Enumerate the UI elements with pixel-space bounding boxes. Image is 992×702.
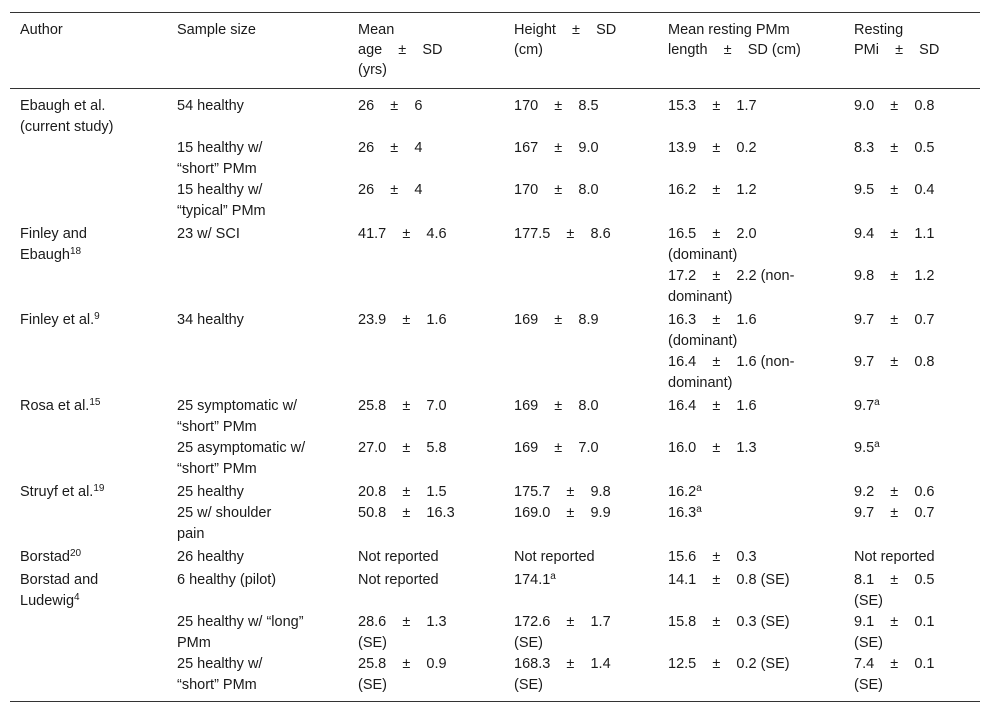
height-cell — [504, 612, 658, 654]
age-cell-text: 28.6 ± 1.3 (SE) — [358, 614, 447, 651]
pmm-length-cell — [658, 266, 844, 308]
age-cell-text: 25.8 ± 7.0 — [358, 398, 447, 414]
sample-cell-text: 23 w/ SCI — [177, 226, 240, 242]
pmm-length-cell-text: 16.2 ± 1.2 — [668, 182, 757, 198]
pmm-length-cell — [658, 612, 844, 654]
author-cell — [10, 89, 167, 139]
table-body — [10, 89, 980, 702]
pmm-length-cell — [658, 308, 844, 352]
height-cell — [504, 266, 658, 308]
sample-cell-text: 34 healthy — [177, 312, 244, 328]
pmi-cell-text: 9.2 ± 0.6 — [854, 484, 935, 500]
pmi-cell-text: 9.0 ± 0.8 — [854, 98, 935, 114]
height-cell-text: 175.7 ± 9.8 — [514, 484, 611, 500]
sample-cell — [167, 503, 348, 545]
pmm-length-cell-text: 17.2 ± 2.2 (non- dominant) — [668, 268, 795, 305]
footnote-marker: a — [696, 483, 702, 494]
author-cell — [10, 352, 167, 394]
sample-cell-text: 6 healthy (pilot) — [177, 572, 277, 588]
reference-superscript: 20 — [69, 548, 82, 559]
footnote-marker: a — [874, 397, 880, 408]
sample-cell — [167, 180, 348, 222]
table-row — [10, 89, 980, 139]
pmi-cell-text: Not reported — [854, 549, 935, 565]
sample-cell — [167, 138, 348, 180]
age-cell — [348, 138, 504, 180]
pmm-length-cell-text: 15.3 ± 1.7 — [668, 98, 757, 114]
age-cell-text: 26 ± 4 — [358, 182, 423, 198]
pmm-length-cell-text: 14.1 ± 0.8 (SE) — [668, 572, 790, 588]
age-cell — [348, 352, 504, 394]
pmi-cell-text: 9.7 ± 0.8 — [854, 354, 935, 370]
height-cell — [504, 654, 658, 702]
height-cell-text: 170 ± 8.0 — [514, 182, 599, 198]
pmm-length-cell — [658, 438, 844, 480]
footnote-marker: a — [874, 439, 880, 450]
sample-cell — [167, 266, 348, 308]
age-cell-text: Not reported — [358, 549, 439, 565]
height-cell-text: 167 ± 9.0 — [514, 140, 599, 156]
sample-cell-text: 25 healthy w/ “short” PMm — [177, 656, 263, 693]
pmm-length-cell — [658, 180, 844, 222]
table-row — [10, 568, 980, 612]
age-cell-text: Not reported — [358, 572, 439, 588]
reference-superscript: 19 — [93, 483, 105, 494]
age-cell — [348, 654, 504, 702]
reference-superscript: 4 — [74, 592, 80, 603]
pmi-cell — [844, 480, 980, 503]
sample-cell-text: 54 healthy — [177, 98, 244, 114]
height-cell — [504, 89, 658, 139]
pmi-cell-text: 9.7 ± 0.7 — [854, 312, 935, 328]
author-cell — [10, 180, 167, 222]
table-row — [10, 654, 980, 702]
header-height: Height ± SD (cm) — [514, 22, 617, 58]
table-row — [10, 222, 980, 266]
author-cell — [10, 503, 167, 545]
height-cell — [504, 545, 658, 568]
pmm-length-cell-text: 16.2 — [668, 484, 697, 500]
height-cell — [504, 438, 658, 480]
height-cell — [504, 480, 658, 503]
header-age: Mean age ± SD (yrs) — [358, 22, 443, 78]
table-row — [10, 180, 980, 222]
pmi-cell — [844, 438, 980, 480]
sample-cell-text: 15 healthy w/ “typical” PMm — [177, 182, 266, 219]
pmi-cell-text: 9.7 — [854, 398, 875, 414]
header-row — [10, 13, 980, 89]
pmm-length-cell — [658, 654, 844, 702]
sample-cell — [167, 612, 348, 654]
age-cell — [348, 180, 504, 222]
pmi-cell — [844, 180, 980, 222]
footnote-marker: a — [696, 504, 702, 515]
author-cell-text: Borstad — [20, 549, 70, 565]
pmm-length-cell — [658, 138, 844, 180]
table-row — [10, 138, 980, 180]
pmi-cell-text: 8.3 ± 0.5 — [854, 140, 935, 156]
pmm-length-cell — [658, 394, 844, 438]
pmi-cell — [844, 612, 980, 654]
pmm-length-cell — [658, 545, 844, 568]
height-cell-text: 169.0 ± 9.9 — [514, 505, 611, 521]
pmi-cell — [844, 266, 980, 308]
author-cell-text: Finley et al. — [20, 312, 95, 328]
author-cell — [10, 480, 167, 503]
author-cell — [10, 438, 167, 480]
age-cell-text: 27.0 ± 5.8 — [358, 440, 447, 456]
reference-superscript: 9 — [94, 311, 100, 322]
age-cell — [348, 568, 504, 612]
height-cell — [504, 394, 658, 438]
height-cell-text: 172.6 ± 1.7 (SE) — [514, 614, 611, 651]
author-cell-text: Ebaugh et al. (current study) — [20, 98, 114, 135]
comparison-table — [10, 12, 980, 702]
table-row — [10, 352, 980, 394]
pmm-length-cell — [658, 503, 844, 545]
sample-cell — [167, 654, 348, 702]
pmi-cell — [844, 503, 980, 545]
height-cell-text: 168.3 ± 1.4 (SE) — [514, 656, 611, 693]
table-header — [10, 13, 980, 89]
pmi-cell-text: 7.4 ± 0.1 (SE) — [854, 656, 935, 693]
height-cell — [504, 503, 658, 545]
comparison-table-container — [10, 12, 980, 702]
pmi-cell-text: 9.8 ± 1.2 — [854, 268, 935, 284]
age-cell — [348, 438, 504, 480]
age-cell — [348, 266, 504, 308]
reference-superscript: 15 — [89, 397, 101, 408]
pmi-cell — [844, 222, 980, 266]
sample-cell — [167, 480, 348, 503]
pmm-length-cell-text: 15.8 ± 0.3 (SE) — [668, 614, 790, 630]
author-cell — [10, 545, 167, 568]
author-cell — [10, 222, 167, 266]
age-cell-text: 25.8 ± 0.9 (SE) — [358, 656, 447, 693]
height-cell — [504, 352, 658, 394]
header-author: Author — [20, 22, 63, 38]
age-cell-text: 50.8 ± 16.3 — [358, 505, 455, 521]
author-cell — [10, 138, 167, 180]
pmi-cell — [844, 138, 980, 180]
table-row — [10, 308, 980, 352]
footnote-marker: a — [550, 571, 556, 582]
sample-cell — [167, 568, 348, 612]
pmi-cell-text: 9.4 ± 1.1 — [854, 226, 935, 242]
pmm-length-cell — [658, 568, 844, 612]
age-cell-text: 20.8 ± 1.5 — [358, 484, 447, 500]
sample-cell-text: 25 asymptomatic w/ “short” PMm — [177, 440, 306, 477]
sample-cell-text: 25 healthy w/ “long” PMm — [177, 614, 304, 651]
pmm-length-cell-text: 16.4 ± 1.6 — [668, 398, 757, 414]
height-cell — [504, 138, 658, 180]
height-cell — [504, 180, 658, 222]
sample-cell — [167, 394, 348, 438]
author-cell-text: Struyf et al. — [20, 484, 94, 500]
author-cell — [10, 266, 167, 308]
sample-cell-text: 25 symptomatic w/ “short” PMm — [177, 398, 298, 435]
author-cell — [10, 394, 167, 438]
pmm-length-cell-text: 16.0 ± 1.3 — [668, 440, 757, 456]
author-cell — [10, 612, 167, 654]
sample-cell — [167, 352, 348, 394]
pmi-cell-text: 9.7 ± 0.7 — [854, 505, 935, 521]
author-cell — [10, 568, 167, 612]
pmi-cell — [844, 654, 980, 702]
pmm-length-cell-text: 13.9 ± 0.2 — [668, 140, 757, 156]
height-cell-text: 169 ± 8.0 — [514, 398, 599, 414]
height-cell — [504, 568, 658, 612]
pmi-cell — [844, 308, 980, 352]
pmi-cell — [844, 352, 980, 394]
height-cell-text: Not reported — [514, 549, 595, 565]
age-cell — [348, 545, 504, 568]
pmm-length-cell-text: 16.4 ± 1.6 (non- dominant) — [668, 354, 795, 391]
sample-cell — [167, 438, 348, 480]
height-cell — [504, 222, 658, 266]
sample-cell-text: 25 w/ shoulder pain — [177, 505, 272, 542]
pmi-cell — [844, 394, 980, 438]
sample-cell — [167, 89, 348, 139]
height-cell-text: 170 ± 8.5 — [514, 98, 599, 114]
age-cell — [348, 222, 504, 266]
height-cell — [504, 308, 658, 352]
author-cell-text: Finley and Ebaugh — [20, 226, 87, 263]
pmi-cell — [844, 568, 980, 612]
pmm-length-cell-text: 15.6 ± 0.3 — [668, 549, 757, 565]
age-cell — [348, 612, 504, 654]
pmm-length-cell-text: 12.5 ± 0.2 (SE) — [668, 656, 790, 672]
author-cell — [10, 654, 167, 702]
age-cell — [348, 480, 504, 503]
height-cell-text: 169 ± 7.0 — [514, 440, 599, 456]
age-cell — [348, 394, 504, 438]
pmm-length-cell-text: 16.3 ± 1.6 (dominant) — [668, 312, 757, 349]
pmi-cell — [844, 89, 980, 139]
height-cell-text: 174.1 — [514, 572, 551, 588]
reference-superscript: 18 — [70, 246, 82, 257]
header-sample-size: Sample size — [177, 22, 256, 38]
height-cell-text: 169 ± 8.9 — [514, 312, 599, 328]
age-cell — [348, 503, 504, 545]
header-pmi: Resting PMi ± SD — [854, 22, 940, 58]
pmm-length-cell — [658, 480, 844, 503]
pmi-cell-text: 9.5 — [854, 440, 875, 456]
table-row — [10, 480, 980, 503]
table-row — [10, 266, 980, 308]
sample-cell — [167, 308, 348, 352]
pmm-length-cell-text: 16.3 — [668, 505, 697, 521]
table-row — [10, 503, 980, 545]
table-row — [10, 438, 980, 480]
header-pmm-length: Mean resting PMm length ± SD (cm) — [668, 22, 801, 58]
sample-cell-text: 26 healthy — [177, 549, 244, 565]
sample-cell — [167, 545, 348, 568]
author-cell — [10, 308, 167, 352]
author-cell-text: Borstad and Ludewig — [20, 572, 99, 609]
age-cell-text: 26 ± 6 — [358, 98, 423, 114]
pmi-cell-text: 9.5 ± 0.4 — [854, 182, 935, 198]
pmi-cell — [844, 545, 980, 568]
pmm-length-cell — [658, 222, 844, 266]
pmm-length-cell — [658, 352, 844, 394]
age-cell — [348, 89, 504, 139]
sample-cell-text: 25 healthy — [177, 484, 244, 500]
pmm-length-cell-text: 16.5 ± 2.0 (dominant) — [668, 226, 757, 263]
table-row — [10, 545, 980, 568]
age-cell — [348, 308, 504, 352]
sample-cell — [167, 222, 348, 266]
table-row — [10, 394, 980, 438]
author-cell-text: Rosa et al. — [20, 398, 90, 414]
pmm-length-cell — [658, 89, 844, 139]
age-cell-text: 23.9 ± 1.6 — [358, 312, 447, 328]
age-cell-text: 41.7 ± 4.6 — [358, 226, 447, 242]
sample-cell-text: 15 healthy w/ “short” PMm — [177, 140, 263, 177]
age-cell-text: 26 ± 4 — [358, 140, 423, 156]
table-row — [10, 612, 980, 654]
pmi-cell-text: 8.1 ± 0.5 (SE) — [854, 572, 935, 609]
pmi-cell-text: 9.1 ± 0.1 (SE) — [854, 614, 935, 651]
height-cell-text: 177.5 ± 8.6 — [514, 226, 611, 242]
